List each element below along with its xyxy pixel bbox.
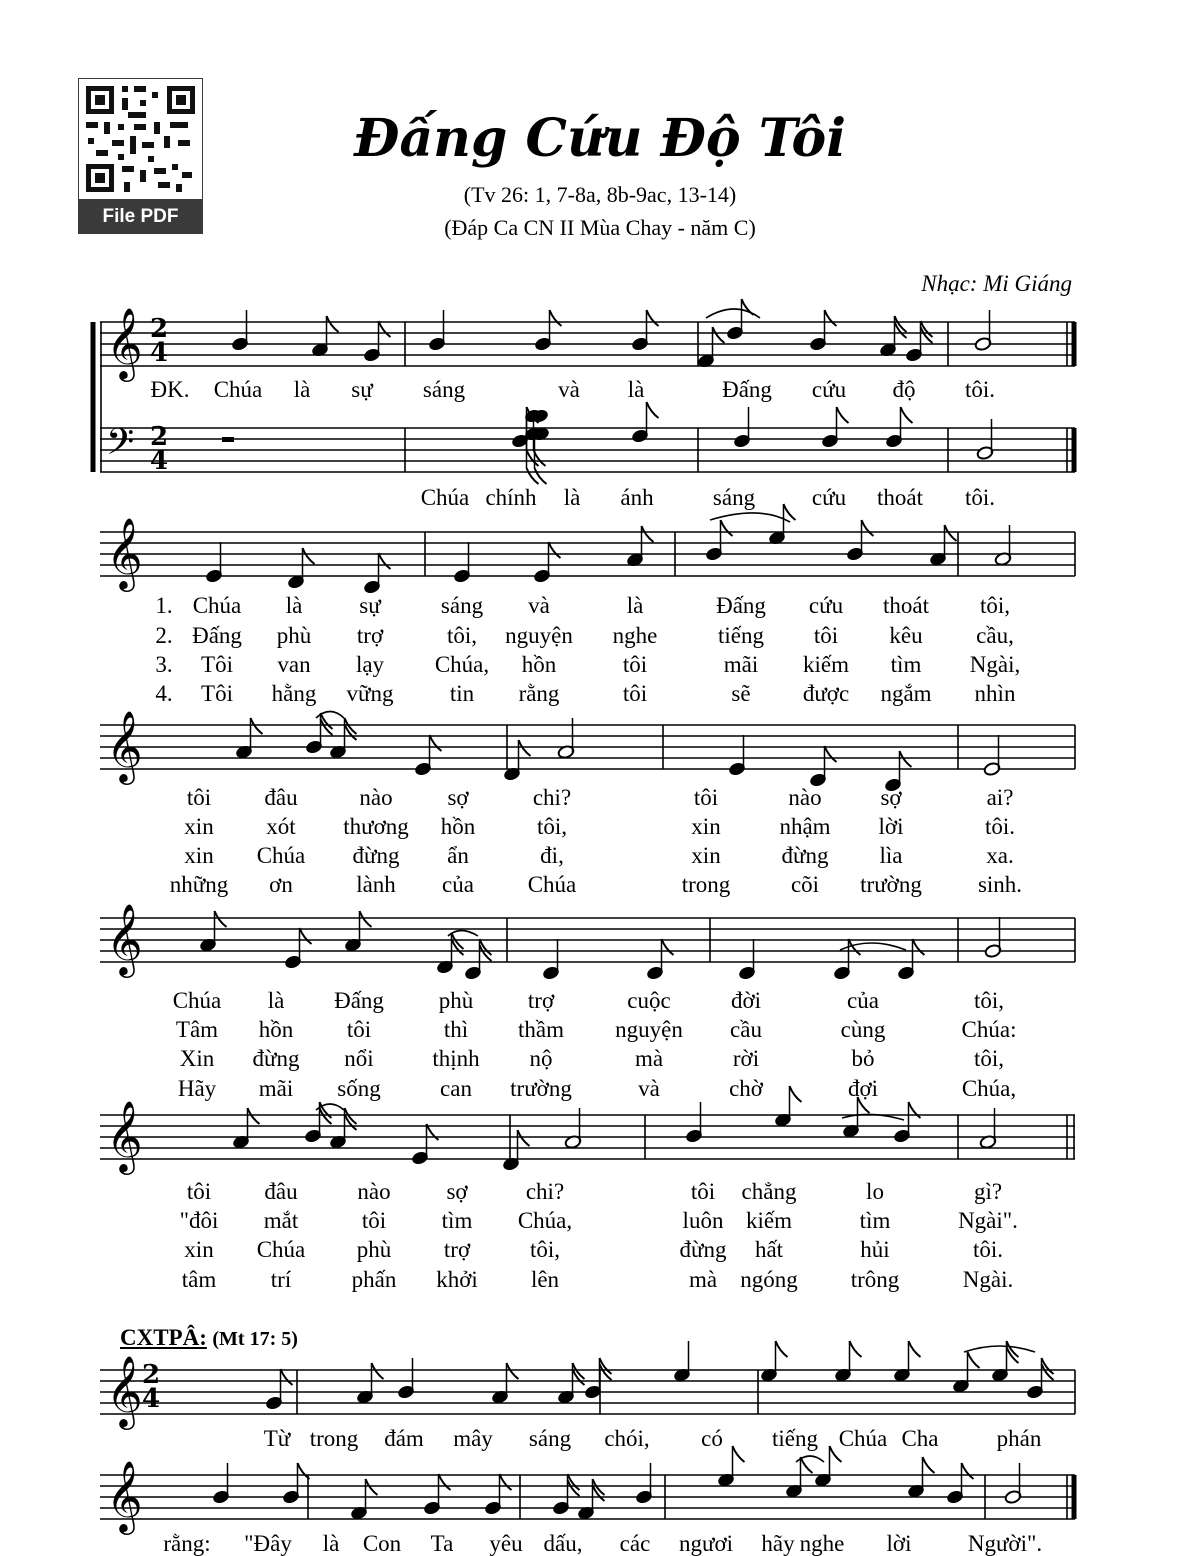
verse-number: 4. bbox=[155, 681, 173, 706]
acclamation-lyric: là bbox=[322, 1531, 340, 1556]
note-flag bbox=[945, 525, 957, 541]
time-sig-bottom-1: 4 bbox=[150, 338, 169, 368]
note-flag bbox=[366, 1479, 378, 1495]
slur bbox=[710, 513, 790, 522]
verse-lyric: tìm bbox=[890, 652, 922, 677]
acclamation-lyric: mây bbox=[453, 1426, 493, 1451]
verse-lyric: trường bbox=[860, 872, 922, 897]
refrain-bass-lyric: thoát bbox=[877, 485, 923, 510]
verse-lyric: tiếng bbox=[718, 623, 764, 648]
verse-lyric: đừng bbox=[352, 843, 400, 868]
verse-lyric: hồn bbox=[258, 1017, 294, 1042]
verse-lyric: tìm bbox=[859, 1208, 891, 1233]
verse-lyric: phấn bbox=[351, 1267, 397, 1292]
verse-lyric: đợi bbox=[847, 1076, 879, 1101]
acclamation-lyric: dấu, bbox=[543, 1531, 583, 1556]
time-sig-top-2: 2 bbox=[150, 422, 169, 452]
note-flag bbox=[913, 939, 925, 955]
refrain-lyric: sự bbox=[351, 377, 373, 402]
acclamation-lyric: rằng: bbox=[163, 1531, 211, 1556]
verse-lyric: mà bbox=[634, 1046, 664, 1071]
verse-lyric: sợ bbox=[880, 785, 902, 810]
treble-clef-icon: 𝄞 bbox=[106, 306, 143, 379]
verse-lyric: chờ bbox=[729, 1076, 763, 1101]
verse-lyric: nổi bbox=[344, 1046, 374, 1071]
verse-lyric: đừng bbox=[252, 1046, 300, 1071]
note-flag bbox=[360, 911, 372, 927]
note-flag bbox=[251, 718, 263, 734]
refrain-lyric: là bbox=[293, 377, 311, 402]
note-flag bbox=[647, 310, 659, 326]
acclamation-lyric: yêu bbox=[489, 1531, 523, 1556]
acclamation-lyric: lời bbox=[886, 1531, 912, 1556]
verse-lyric: lo bbox=[866, 1179, 884, 1204]
staff-lines bbox=[100, 322, 1075, 1519]
verse-lyric: nào bbox=[788, 785, 822, 810]
verse-lyric: tôi, bbox=[529, 1237, 561, 1262]
note-flag bbox=[776, 1341, 788, 1357]
note-flag bbox=[642, 526, 654, 542]
acclamation-lyric: Ta bbox=[430, 1531, 454, 1556]
verse-lyric: phù bbox=[276, 623, 312, 648]
verse-lyric: thì bbox=[443, 1017, 469, 1042]
verse-lyric: Chúa, bbox=[961, 1076, 1017, 1101]
acclamation-lyric: các bbox=[619, 1531, 651, 1556]
verse-lyric: tôi, bbox=[973, 988, 1005, 1013]
verse-lyric: xa. bbox=[986, 843, 1014, 868]
verse-lyric: trợ bbox=[527, 988, 555, 1013]
verse-lyric: Chúa bbox=[172, 988, 222, 1013]
acclamation-lyric: đám bbox=[384, 1426, 424, 1451]
verse-lyric: ai? bbox=[986, 785, 1014, 810]
verse-lyric: đời bbox=[730, 988, 762, 1013]
verse-lyric: tôi. bbox=[972, 1237, 1004, 1262]
note-flag bbox=[962, 1463, 974, 1479]
refrain-lyric: và bbox=[558, 377, 580, 402]
note-flag bbox=[248, 1108, 260, 1124]
note-flag bbox=[303, 548, 315, 564]
verse-lyric: trong bbox=[681, 872, 731, 897]
composer: Nhạc: Mi Giáng bbox=[921, 271, 1072, 296]
verse-lyric: cầu, bbox=[976, 623, 1014, 648]
verse-lyric: trường bbox=[510, 1076, 572, 1101]
verse-lyric: cùng bbox=[840, 1017, 886, 1042]
note-flag bbox=[837, 407, 849, 423]
verse-lyric: lành bbox=[356, 872, 396, 897]
acclamation-lyric: Cha bbox=[901, 1426, 939, 1451]
treble-clef-icon: 𝄞 bbox=[106, 1354, 143, 1427]
note-flag bbox=[790, 1086, 802, 1102]
acclamation-lyric: hãy bbox=[761, 1531, 795, 1556]
acclamation-lyric: sáng bbox=[528, 1426, 572, 1451]
acclamation-lyric: tiếng bbox=[772, 1426, 818, 1451]
half-rest-icon bbox=[222, 437, 234, 442]
refrain-bass-lyric: sáng bbox=[712, 485, 756, 510]
verse-lyric: chi? bbox=[525, 1179, 565, 1204]
refrain-bass-lyric: là bbox=[563, 485, 581, 510]
verse-lyric: đừng bbox=[679, 1237, 727, 1262]
verse-lyric: Đấng bbox=[192, 623, 242, 648]
acclamation-reference: (Mt 17: 5) bbox=[212, 1328, 298, 1350]
verse-lyric: sợ bbox=[446, 1179, 468, 1204]
verse-lyric: xin bbox=[184, 843, 214, 868]
verse-lyric: tôi bbox=[346, 1017, 372, 1042]
verse-lyric: ơn bbox=[269, 872, 293, 897]
refrain-label: ĐK. bbox=[150, 377, 190, 402]
acclamation-lyric: phán bbox=[996, 1426, 1042, 1451]
verse-lyric: Chúa bbox=[527, 872, 577, 897]
note-flag bbox=[849, 939, 861, 955]
verse-lyric: Ngài, bbox=[969, 652, 1021, 677]
verse-lyric: trí bbox=[270, 1267, 292, 1292]
acclamation-label: CXTPÂ: bbox=[120, 1325, 207, 1350]
verse-lyric: hằng bbox=[271, 681, 317, 706]
verse-lyric: và bbox=[528, 593, 550, 618]
verse-lyric: phù bbox=[438, 988, 474, 1013]
refrain-lyric: sáng bbox=[422, 377, 466, 402]
verse-lyric: tôi bbox=[186, 1179, 212, 1204]
verse-lyric: mắt bbox=[263, 1208, 299, 1233]
note-flag bbox=[298, 1463, 310, 1479]
acclamation-lyric: Người". bbox=[967, 1531, 1043, 1556]
verse-lyric: ngắm bbox=[880, 681, 932, 706]
treble-clef-icon: 𝄞 bbox=[106, 709, 143, 782]
verse-lyric: nào bbox=[357, 1179, 391, 1204]
verse-lyric: tôi, bbox=[973, 1046, 1005, 1071]
refrain-bass-lyric: chính bbox=[485, 485, 537, 510]
note-flag bbox=[507, 1363, 519, 1379]
note-flag bbox=[825, 310, 837, 326]
verse-lyric: thương bbox=[343, 814, 409, 839]
verse-lyric: thầm bbox=[518, 1017, 564, 1042]
note-flag bbox=[647, 402, 659, 418]
verse-lyric: của bbox=[442, 872, 474, 897]
verse-lyric: của bbox=[847, 988, 879, 1013]
verse-lyric: kêu bbox=[889, 623, 923, 648]
verse-lyric: rời bbox=[732, 1046, 760, 1071]
refrain-lyric: Chúa bbox=[213, 377, 263, 402]
verse-lyric: đâu bbox=[264, 1179, 298, 1204]
verse-lyric: cứu bbox=[808, 593, 844, 618]
verse-lyric: Chúa bbox=[192, 593, 242, 618]
verse-lyric: trợ bbox=[443, 1237, 471, 1262]
verse-lyric: ẩn bbox=[447, 843, 469, 868]
note-flag bbox=[430, 735, 442, 751]
verse-lyric: bỏ bbox=[851, 1046, 875, 1071]
verse-lyric: phù bbox=[356, 1237, 392, 1262]
time-sig-top-3: 2 bbox=[142, 1360, 161, 1390]
verse-lyric: kiếm bbox=[746, 1208, 792, 1233]
note-flag bbox=[801, 1457, 813, 1473]
verse-lyric: Chúa bbox=[256, 1237, 306, 1262]
note-flag bbox=[379, 321, 391, 337]
verse-lyric: tôi bbox=[622, 681, 648, 706]
verse-lyric: nộ bbox=[529, 1046, 553, 1071]
note-flag bbox=[281, 1369, 293, 1385]
verse-lyric: lạy bbox=[355, 652, 385, 677]
verse-lyric: xin bbox=[184, 814, 214, 839]
note-flag bbox=[550, 310, 562, 326]
treble-clef-icon: 𝄞 bbox=[106, 1099, 143, 1172]
verse-lyric: luôn bbox=[682, 1208, 724, 1233]
verse-lyric: gì? bbox=[973, 1179, 1003, 1204]
verse-lyric: lên bbox=[530, 1267, 560, 1292]
verse-lyric: là bbox=[267, 988, 285, 1013]
verse-lyric: cõi bbox=[790, 872, 820, 897]
verse-lyric: hồn bbox=[521, 652, 557, 677]
note-flag bbox=[733, 1446, 745, 1462]
verse-lyric: lời bbox=[878, 814, 904, 839]
verse-number: 2. bbox=[155, 623, 173, 648]
verse-lyric: xin bbox=[691, 814, 721, 839]
notes bbox=[199, 299, 1053, 1520]
acclamation-lyric: "Đây bbox=[244, 1531, 292, 1556]
verse-lyric: nhậm bbox=[779, 814, 831, 839]
verse-lyric: Đấng bbox=[716, 593, 766, 618]
verse-lyric: sống bbox=[337, 1076, 381, 1101]
verse-lyric: lìa bbox=[879, 843, 903, 868]
verse-lyric: là bbox=[285, 593, 303, 618]
verse-lyric: là bbox=[626, 593, 644, 618]
note-flag bbox=[862, 520, 874, 536]
verse-lyric: và bbox=[638, 1076, 660, 1101]
verse-lyric: sáng bbox=[440, 593, 484, 618]
note-flag bbox=[372, 1363, 384, 1379]
verse-lyric: nghe bbox=[612, 623, 658, 648]
verse-lyric: van bbox=[277, 652, 311, 677]
verse-lyric: xin bbox=[184, 1237, 214, 1262]
verse-lyric: "đôi bbox=[179, 1208, 219, 1233]
verse-lyric: tôi, bbox=[979, 593, 1011, 618]
note-flag bbox=[518, 1130, 530, 1146]
note-flag bbox=[379, 553, 391, 569]
acclamation-lyric: chói, bbox=[604, 1426, 650, 1451]
verse-lyric: tôi, bbox=[536, 814, 568, 839]
liturgical-occasion: (Đáp Ca CN II Mùa Chay - năm C) bbox=[444, 215, 756, 240]
note-flag bbox=[923, 1457, 935, 1473]
verse-number: 3. bbox=[155, 652, 173, 677]
verse-lyric: Chúa, bbox=[517, 1208, 573, 1233]
file-pdf-label[interactable]: File PDF bbox=[78, 200, 203, 234]
refrain-bass-lyric: ánh bbox=[620, 485, 654, 510]
refrain-bass-lyric: Chúa bbox=[420, 485, 470, 510]
verse-lyric: tìm bbox=[441, 1208, 473, 1233]
time-sig-bottom-3: 4 bbox=[142, 1384, 161, 1414]
note-flag bbox=[500, 1474, 512, 1490]
verse-lyric: tin bbox=[449, 681, 475, 706]
verse-lyric: mà bbox=[688, 1267, 718, 1292]
bass-clef-icon: 𝄢 bbox=[106, 421, 135, 472]
verse-lyric: Hãy bbox=[177, 1076, 217, 1101]
note-flag bbox=[713, 327, 725, 343]
verse-lyric: khởi bbox=[436, 1267, 478, 1292]
refrain-lyric: độ bbox=[892, 377, 916, 402]
verse-lyric: tôi bbox=[186, 785, 212, 810]
treble-clef-icon: 𝄞 bbox=[106, 902, 143, 975]
verse-lyric: sợ bbox=[447, 785, 469, 810]
verse-lyric: tôi bbox=[690, 1179, 716, 1204]
verse-lyric: chẳng bbox=[741, 1179, 797, 1204]
note-flag bbox=[662, 939, 674, 955]
verse-lyric: hồn bbox=[440, 814, 476, 839]
verse-lyric: tôi bbox=[693, 785, 719, 810]
verse-lyric: tôi bbox=[813, 623, 839, 648]
verse-lyric: đi, bbox=[540, 843, 564, 868]
bar-lines bbox=[93, 322, 1075, 1519]
note-flag bbox=[784, 504, 796, 520]
note-flag bbox=[825, 746, 837, 762]
refrain-lyric: Đấng bbox=[722, 377, 772, 402]
note-flag bbox=[549, 542, 561, 558]
psalm-reference: (Tv 26: 1, 7-8a, 8b-9ac, 13-14) bbox=[463, 182, 737, 207]
verse-lyric: Tôi bbox=[201, 652, 233, 677]
verse-number: 1. bbox=[155, 593, 173, 618]
verse-lyric: tâm bbox=[181, 1267, 217, 1292]
acclamation-lyric: Con bbox=[362, 1531, 402, 1556]
refrain-lyric: tôi. bbox=[964, 377, 996, 402]
note-flag bbox=[327, 316, 339, 332]
verse-lyric: nào bbox=[359, 785, 393, 810]
verse-lyric: hất bbox=[754, 1237, 784, 1262]
verse-lyric: nguyện bbox=[615, 1017, 683, 1042]
refrain-bass-lyric: cứu bbox=[811, 485, 847, 510]
acclamation-lyric: nghe bbox=[799, 1531, 845, 1556]
note-flag bbox=[721, 520, 733, 536]
verse-lyric: can bbox=[440, 1076, 472, 1101]
note-flag bbox=[901, 407, 913, 423]
acclamation-lyric: Từ bbox=[263, 1426, 291, 1451]
verse-lyric: vững bbox=[346, 681, 394, 706]
verse-lyric: cuộc bbox=[627, 988, 671, 1013]
verse-lyric: đâu bbox=[264, 785, 298, 810]
verse-lyric: cầu bbox=[730, 1017, 762, 1042]
note-flag bbox=[300, 928, 312, 944]
verse-lyric: xin bbox=[691, 843, 721, 868]
verse-lyric: chi? bbox=[532, 785, 572, 810]
slur bbox=[964, 1346, 1035, 1352]
verse-lyric: mãi bbox=[723, 652, 759, 677]
acclamation-lyric: ngươi bbox=[678, 1531, 734, 1556]
note-flag bbox=[439, 1474, 451, 1490]
verse-lyric: được bbox=[802, 681, 850, 706]
verse-lyric: Ngài". bbox=[958, 1208, 1018, 1233]
verse-lyric: tôi. bbox=[984, 814, 1016, 839]
verse-lyric: sẽ bbox=[731, 681, 751, 706]
note-flag bbox=[850, 1341, 862, 1357]
refrain-lyric: cứu bbox=[811, 377, 847, 402]
verse-lyric: thoát bbox=[883, 593, 929, 618]
note-flag bbox=[519, 740, 531, 756]
time-sig-top-1: 2 bbox=[150, 314, 169, 344]
verse-lyric: những bbox=[169, 872, 229, 897]
verse-lyric: kiếm bbox=[803, 652, 849, 677]
verse-lyric: trông bbox=[850, 1267, 900, 1292]
verse-lyric: thịnh bbox=[432, 1046, 480, 1071]
note-flag bbox=[968, 1352, 980, 1368]
clefs bbox=[106, 306, 143, 1535]
verse-lyric: nguyện bbox=[505, 623, 573, 648]
note-flag bbox=[900, 751, 912, 767]
verse-lyric: Chúa, bbox=[434, 652, 490, 677]
verse-lyric: nhìn bbox=[974, 681, 1016, 706]
song-title: Đấng Cứu Độ Tôi bbox=[354, 108, 846, 169]
verse-lyric: Ngài. bbox=[962, 1267, 1014, 1292]
treble-clef-icon: 𝄞 bbox=[106, 1459, 143, 1532]
verse-lyric: hủi bbox=[860, 1237, 890, 1262]
verse-lyric: Xin bbox=[179, 1046, 215, 1071]
acclamation-lyric: Chúa bbox=[838, 1426, 888, 1451]
verse-lyric: tôi bbox=[361, 1208, 387, 1233]
verse-lyric: xót bbox=[266, 814, 296, 839]
verse-lyric: rằng bbox=[518, 681, 560, 706]
refrain-lyric: là bbox=[627, 377, 645, 402]
verse-lyric: đừng bbox=[781, 843, 829, 868]
verse-lyric: tôi, bbox=[446, 623, 478, 648]
acclamation-lyric: trong bbox=[309, 1426, 359, 1451]
note-flag bbox=[909, 1341, 921, 1357]
verse-lyric: Chúa: bbox=[961, 1017, 1017, 1042]
verse-lyric: mãi bbox=[258, 1076, 294, 1101]
refrain-bass-lyric: tôi. bbox=[964, 485, 996, 510]
verse-lyric: Tôi bbox=[201, 681, 233, 706]
verse-lyric: tôi bbox=[622, 652, 648, 677]
time-sig-bottom-2: 4 bbox=[150, 446, 169, 476]
verse-lyric: sự bbox=[359, 593, 381, 618]
treble-clef-icon: 𝄞 bbox=[106, 516, 143, 589]
verse-lyric: trợ bbox=[356, 623, 384, 648]
acclamation-lyric: có bbox=[701, 1426, 723, 1451]
verse-lyric: Chúa bbox=[256, 843, 306, 868]
slur bbox=[706, 309, 760, 318]
verse-lyric: sinh. bbox=[977, 872, 1023, 897]
note-flag bbox=[527, 468, 539, 484]
verse-lyric: Đấng bbox=[334, 988, 384, 1013]
verse-lyric: Tâm bbox=[175, 1017, 219, 1042]
verse-lyric: ngóng bbox=[740, 1267, 798, 1292]
note-flag bbox=[215, 911, 227, 927]
